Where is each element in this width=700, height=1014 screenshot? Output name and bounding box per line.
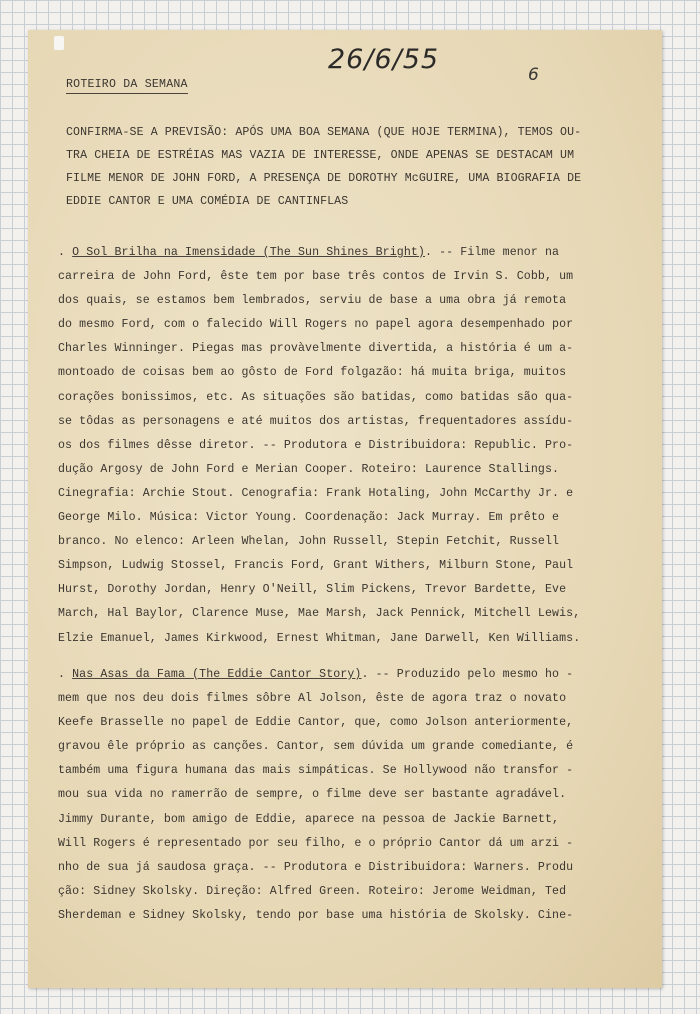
review-line: George Milo. Música: Victor Young. Coordenação: Jack Murray. Em prêto e [58,511,560,525]
handwritten-date: 26/6/55 [328,44,440,75]
review-line: dos quais, se estamos bem lembrados, serviu de base a uma obra já remota [58,294,567,308]
review-first-line [58,241,628,265]
review-intro-text: . -- Filme menor na [425,246,560,259]
bullet: . [58,246,66,259]
review-line: Elzie Emanuel, James Kirkwood, Ernest Whitman, Jane Darwell, Ken Williams. [58,631,581,645]
film-title: Nas Asas da Fama (The Eddie Cantor Story) [72,668,362,681]
typewritten-page [28,30,662,988]
review-sun-shines-bright [58,241,628,651]
review-first-line [58,663,628,687]
review-line: se tôdas as personagens e até muitos dos artistas, frequentadores assídu- [58,414,574,428]
review-line: gravou êle próprio as canções. Cantor, sem dúvida um grande comediante, é [58,740,574,754]
review-line: mem que nos deu dois filmes sôbre Al Jolson, êste de agora traz o novato [58,692,567,706]
review-line: corações bonissimos, etc. As situações são batidas, como batidas são qua- [58,390,574,404]
review-line: Sherdeman e Sidney Skolsky, tendo por base uma história de Skolsky. Cine- [58,908,574,922]
review-line: mou sua vida no ramerrão de sempre, o filme deve ser bastante agradável. [58,788,567,802]
handwritten-page-number: 6 [528,65,539,85]
review-line: Will Rogers é representado por seu filho, e o próprio Cantor dá um arzi - [58,836,574,850]
review-line: Keefe Brasselle no papel de Eddie Cantor, que, como Jolson anteriormente, [58,716,574,730]
review-line: Charles Winninger. Piegas mas provàvelmente divertida, a história é um a- [58,342,574,356]
review-line: nho de sua já saudosa graça. -- Produtora e Distribuidora: Warners. Produ [58,860,574,874]
review-line: branco. No elenco: Arleen Whelan, John Russell, Stepin Fetchit, Russell [58,535,560,549]
review-line: dução Argosy de John Ford e Merian Cooper. Roteiro: Laurence Stallings. [58,462,560,476]
intro-line: TRA CHEIA DE ESTRÉIAS MAS VAZIA DE INTERESSE, ONDE APENAS SE DESTACAM UM [66,149,575,162]
review-eddie-cantor-story [58,663,628,928]
section-heading: ROTEIRO DA SEMANA [66,77,188,94]
review-line: March, Hal Baylor, Clarence Muse, Mae Marsh, Jack Pennick, Mitchell Lewis, [58,607,581,621]
film-title: O Sol Brilha na Imensidade (The Sun Shines Bright) [72,246,425,259]
bullet: . [58,668,66,681]
review-line: carreira de John Ford, êste tem por base três contos de Irvin S. Cobb, um [58,270,574,284]
review-line: do mesmo Ford, com o falecido Will Rogers no papel agora desempenhado por [58,318,574,332]
review-line: ção: Sidney Skolsky. Direção: Alfred Green. Roteiro: Jerome Weidman, Ted [58,884,567,898]
review-line: os dos filmes dêsse diretor. -- Produtora e Distribuidora: Republic. Pro- [58,438,574,452]
review-line: Simpson, Ludwig Stossel, Francis Ford, Grant Withers, Milburn Stone, Paul [58,559,574,573]
review-line: também uma figura humana das mais simpáticas. Se Hollywood não transfor - [58,764,574,778]
review-line: Cinegrafia: Archie Stout. Cenografia: Frank Hotaling, John McCarthy Jr. e [58,486,574,500]
review-line: Hurst, Dorothy Jordan, Henry O'Neill, Slim Pickens, Trevor Bardette, Eve [58,583,567,597]
review-line: Jimmy Durante, bom amigo de Eddie, aparece na pessoa de Jackie Barnett, [58,812,560,826]
intro-line: FILME MENOR DE JOHN FORD, A PRESENÇA DE DOROTHY McGUIRE, UMA BIOGRAFIA DE [66,172,582,185]
punch-hole [54,36,64,50]
review-line: montoado de coisas bem ao gôsto de Ford folgazão: há muita briga, muitos [58,366,567,380]
intro-line: CONFIRMA-SE A PREVISÃO: APÓS UMA BOA SEMANA (QUE HOJE TERMINA), TEMOS OU- [66,126,582,139]
intro-line: EDDIE CANTOR E UMA COMÉDIA DE CANTINFLAS [66,195,349,208]
intro-paragraph [66,121,626,213]
review-intro-text: . -- Produzido pelo mesmo ho - [361,668,574,681]
